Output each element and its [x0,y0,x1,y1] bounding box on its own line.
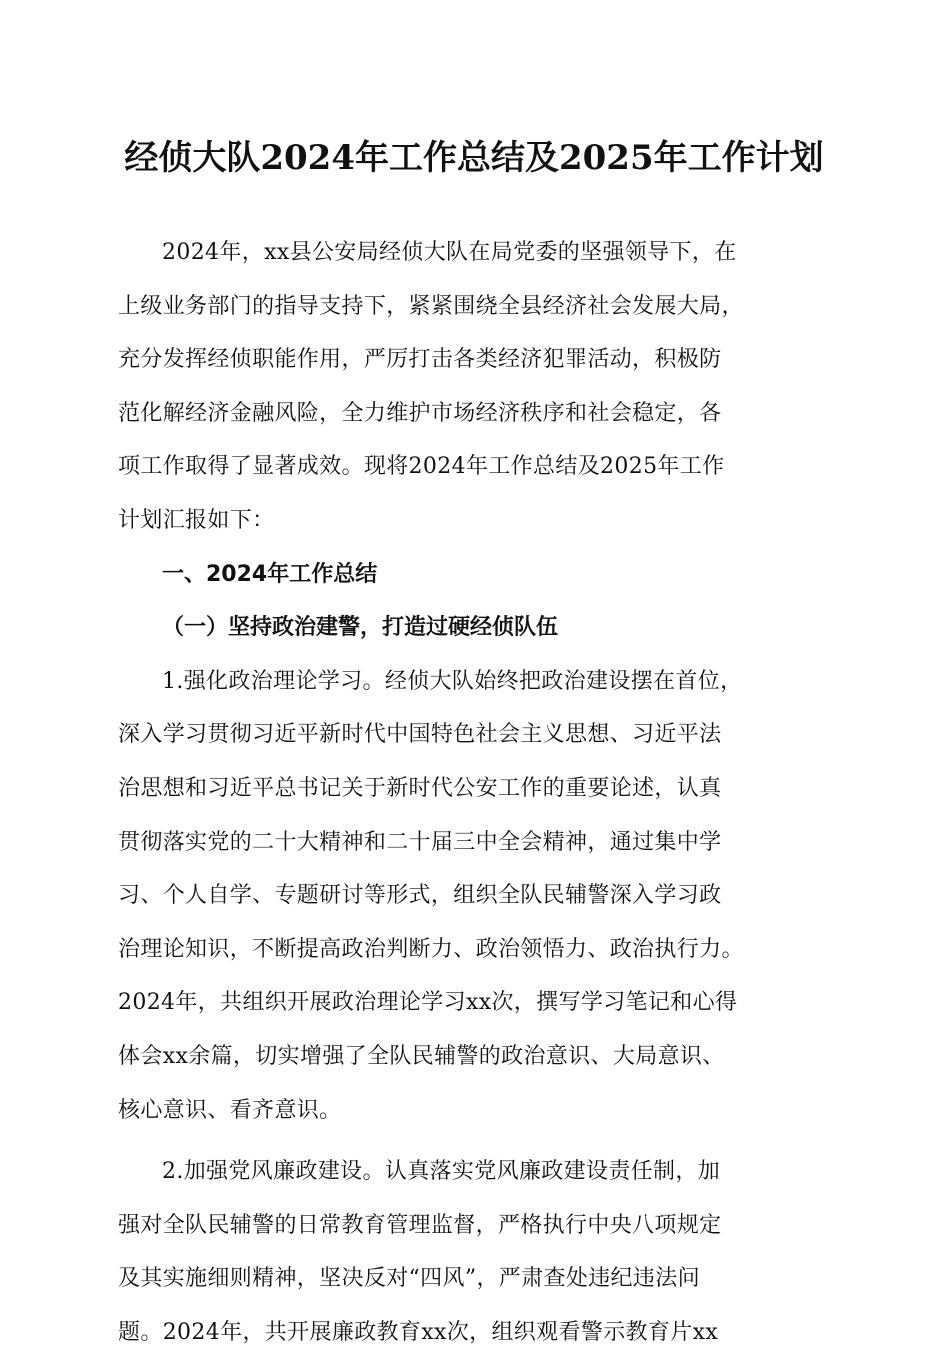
item-line: 体会xx余篇，切实增强了全队民辅警的政治意识、大局意识、 [118,1043,725,1069]
paragraph-gap [118,1137,830,1145]
intro-paragraph [118,226,830,548]
item-line: 2024年，共组织开展政治理论学习xx次，撰写学习笔记和心得 [118,990,738,1016]
item-line: 2.加强党风廉政建设。认真落实党风廉政建设责任制，加 [162,1159,721,1185]
item-line: 习、个人自学、专题研讨等形式，组织全队民辅警深入学习政 [118,883,722,909]
item-line: 深入学习贯彻习近平新时代中国特色社会主义思想、习近平法 [118,722,722,748]
intro-line: 2024年，xx县公安局经侦大队在局党委的坚强领导下，在 [162,240,737,265]
item-line: 核心意识、看齐意识。 [118,1097,342,1123]
item-line: 1.强化政治理论学习。经侦大队始终把政治建设摆在首位， [162,668,743,694]
subsection-heading: （一）坚持政治建警，打造过硬经侦队伍 [162,614,559,641]
item-line: 题。2024年，共开展廉政教育xx次，组织观看警示教育片xx [118,1319,719,1345]
item-line: 及其实施细则精神，坚决反对“四风”，严肃查处违纪违法问 [118,1266,700,1292]
item-line: 治理论知识，不断提高政治判断力、政治领悟力、政治执行力。 [118,936,744,962]
item-line: 强对全队民辅警的日常教育管理监督，严格执行中央八项规定 [118,1212,722,1238]
intro-line: 范化解经济金融风险，全力维护市场经济秩序和社会稳定，各 [118,400,722,426]
document-title: 经侦大队2024年工作总结及2025年工作计划 [124,138,824,178]
document-body [118,226,830,1359]
intro-line: 上级业务部门的指导支持下，紧紧围绕全县经济社会发展大局， [118,293,744,319]
section-heading: 一、2024年工作总结 [162,561,378,587]
item-paragraph [118,655,830,1137]
item-line: 治思想和习近平总书记关于新时代公安工作的重要论述，认真 [118,775,722,801]
intro-line: 充分发挥经侦职能作用，严厉打击各类经济犯罪活动，积极防 [118,347,722,373]
intro-line: 计划汇报如下： [118,507,275,533]
item-paragraph [118,1145,830,1359]
intro-line: 项工作取得了显著成效。现将2024年工作总结及2025年工作 [118,454,725,480]
item-line: 贯彻落实党的二十大精神和二十届三中全会精神，通过集中学 [118,829,722,855]
